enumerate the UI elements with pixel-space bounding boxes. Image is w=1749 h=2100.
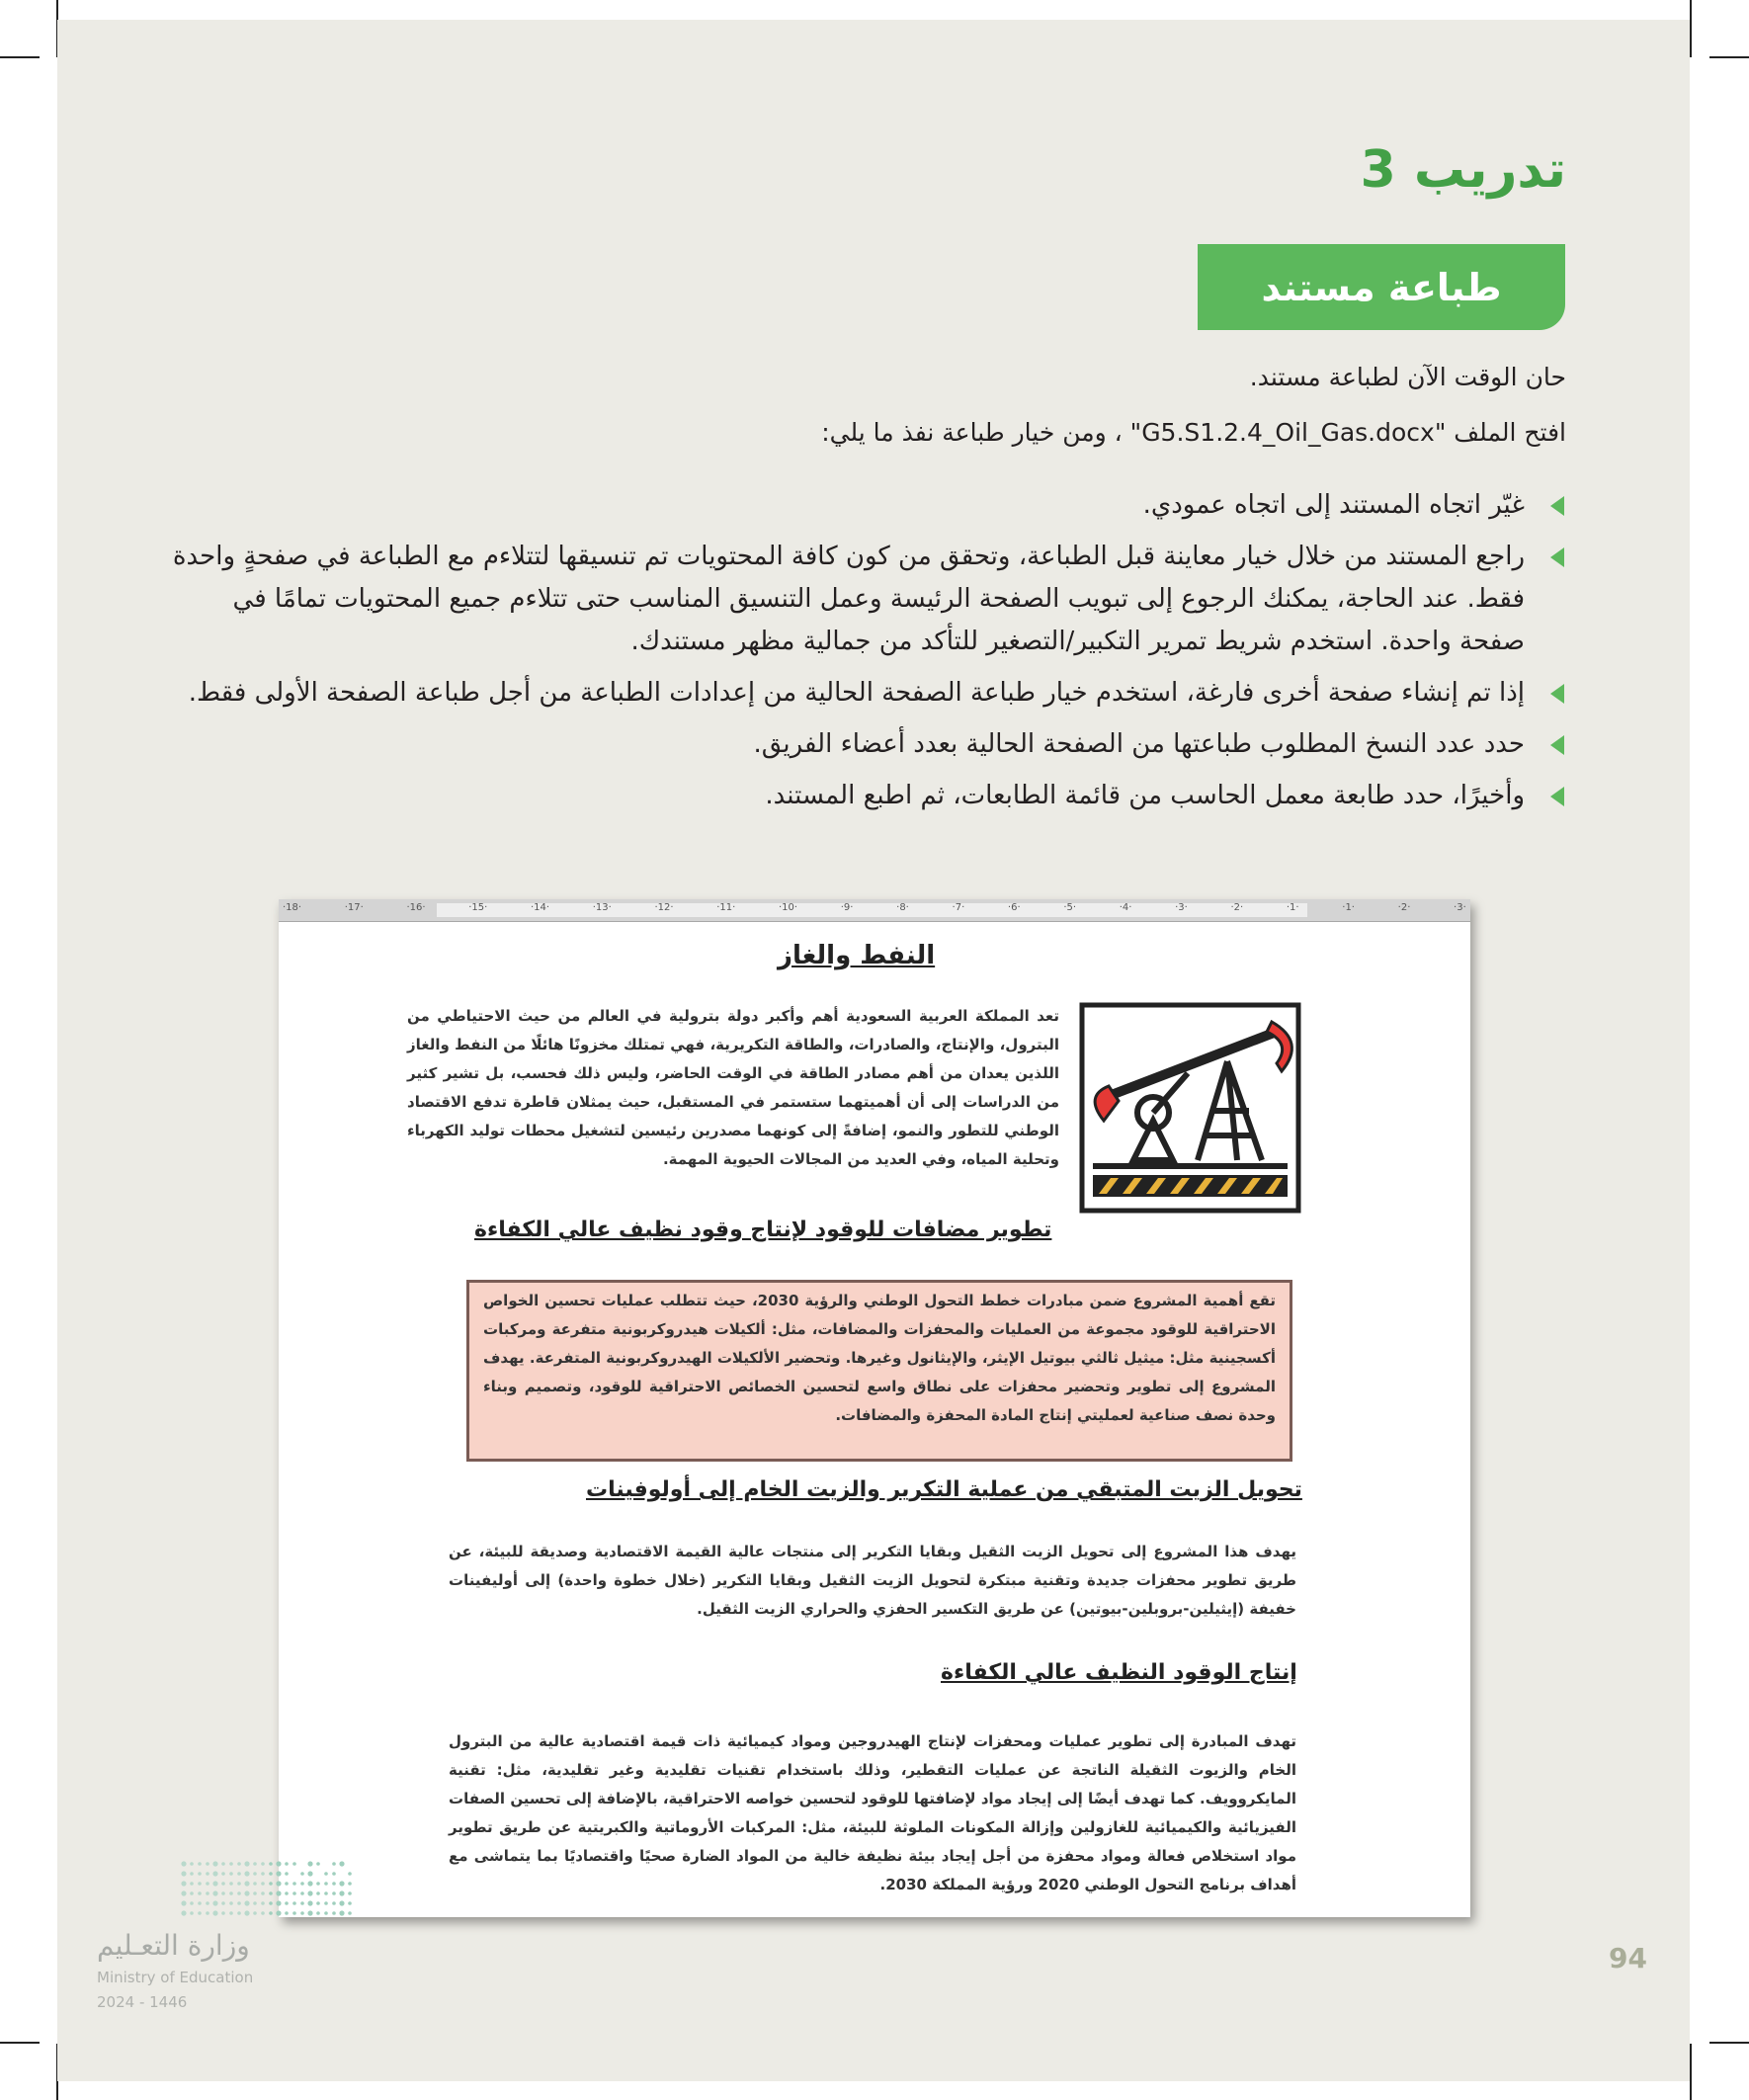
logo-dot (292, 1862, 296, 1866)
logo-dot (181, 1881, 186, 1886)
logo-dot (332, 1872, 336, 1876)
logo-dot (229, 1872, 233, 1876)
ruler-tick-label: ·14· (531, 902, 550, 913)
logo-dot (339, 1910, 344, 1915)
logo-dot (307, 1890, 312, 1895)
logo-dot (348, 1891, 352, 1895)
doc-highlight-box: تقع أهمية المشروع ضمن مبادرات خطط التحول الوطني والرؤية 2030، حيث تتطلب عمليات تحسين الخواص الاحتراقية للوقود مجموعة من العمليات والمحفزات والمضافات، مثل: ألكيلات هيدروكربونية متفرعة ومركبات أكسجينية مثل: ميثيل ثالثي بيوتيل الإيثر، والإيثانول وغيرها. وتحضير الألكيلات الهيدروكربونية المتفرعة. يهدف المشروع إلى تطوير وتحضير محفزات على نطاق واسع لتحسين الخصائص الاحتراقية للوقود، وتصميم وبناء وحدة نصف صناعية لعمليتي إنتاج المادة المحفزة والمضافات. (466, 1280, 1292, 1462)
ruler-scale (283, 902, 1466, 913)
logo-dot (261, 1891, 265, 1895)
step-text: راجع المستند من خلال خيار معاينة قبل الطباعة، وتحقق من كون كافة المحتويات تم تنسيقها لتتلاءم مع الطباعة في صفحةٍ واحدة فقط. عند الحاجة، يمكنك الرجوع إلى تبويب الصفحة الرئيسة وعمل التنسيق المناسب حتى تتلاءم جميع المحتويات تمامًا في صفحة واحدة. استخدم شريط تمرير التكبير/التصغير للتأكد من جمالية مظهر مستندك. (172, 542, 1525, 656)
logo-dot (339, 1900, 344, 1905)
logo-dot (181, 1890, 186, 1895)
logo-dot (206, 1872, 209, 1876)
logo-dot (190, 1911, 194, 1915)
logo-dot (237, 1862, 241, 1866)
logo-dot (237, 1891, 241, 1895)
logo-dot (237, 1911, 241, 1915)
ruler-tick-label: ·1· (1286, 902, 1299, 913)
ruler-tick-label: ·6· (1007, 902, 1021, 913)
logo-dot (206, 1901, 209, 1905)
logo-dot (269, 1882, 273, 1886)
crop-mark (1709, 56, 1749, 58)
logo-dot (276, 1900, 281, 1905)
logo-dot (212, 1861, 217, 1866)
logo-dot (253, 1872, 257, 1876)
logo-dot (229, 1901, 233, 1905)
logo-dot (300, 1901, 304, 1905)
logo-dot (324, 1901, 328, 1905)
logo-dot (244, 1910, 249, 1915)
logo-dot (292, 1882, 296, 1886)
logo-dot (198, 1891, 202, 1895)
logo-dot (244, 1890, 249, 1895)
logo-dot (244, 1871, 249, 1876)
ruler-tick-label: ·17· (344, 902, 364, 913)
logo-dot (285, 1901, 289, 1905)
page-number: 94 (1609, 1942, 1647, 1974)
step-item (163, 775, 1566, 817)
logo-dot (198, 1882, 202, 1886)
logo-dot (253, 1891, 257, 1895)
logo-dot (244, 1900, 249, 1905)
logo-dot (237, 1872, 241, 1876)
logo-dot (244, 1861, 249, 1866)
logo-dot (181, 1900, 186, 1905)
logo-dot (348, 1901, 352, 1905)
ruler-tick-label: ·3· (1454, 902, 1466, 913)
ruler-tick-label: ·13· (592, 902, 612, 913)
logo-dot (206, 1891, 209, 1895)
logo-dot (307, 1910, 312, 1915)
ruler-tick-label: ·18· (283, 902, 302, 913)
logo-dot (190, 1891, 194, 1895)
logo-dot (198, 1872, 202, 1876)
ruler-tick-label: ·12· (654, 902, 674, 913)
logo-dot (276, 1871, 281, 1876)
logo-dot (332, 1901, 336, 1905)
logo-dot (212, 1900, 217, 1905)
logo-dot (221, 1872, 225, 1876)
logo-dot (285, 1872, 289, 1876)
logo-dot (332, 1911, 336, 1915)
logo-dot (261, 1882, 265, 1886)
section-tag-label: طباعة مستند (1261, 265, 1502, 309)
doc-heading-clean-fuel: إنتاج الوقود النظيف عالي الكفاءة (941, 1660, 1297, 1685)
ministry-name-en: Ministry of Education (97, 1969, 254, 1986)
ruler-tick-label: ·16· (406, 902, 426, 913)
logo-dot (292, 1891, 296, 1895)
logo-dot (348, 1872, 352, 1876)
logo-dot (316, 1862, 320, 1866)
logo-dot (300, 1911, 304, 1915)
ministry-name-ar: وزارة التعـليم (97, 1929, 250, 1962)
logo-dot (276, 1881, 281, 1886)
ruler-tick-label: ·11· (716, 902, 736, 913)
logo-dot (181, 1871, 186, 1876)
logo-dot (324, 1882, 328, 1886)
logo-dot (237, 1901, 241, 1905)
logo-dot (300, 1882, 304, 1886)
logo-dot (221, 1882, 225, 1886)
intro-line-1: حان الوقت الآن لطباعة مستند. (1249, 363, 1566, 391)
doc-heading-fuel-additives: تطوير مضافات للوقود لإنتاج وقود نظيف عالي الكفاءة (474, 1218, 1052, 1242)
logo-dot (229, 1882, 233, 1886)
logo-dot (276, 1861, 281, 1866)
logo-dot (307, 1871, 312, 1876)
ruler-tick-label: ·1· (1342, 902, 1355, 913)
intro-line-2: افتح الملف "G5.S1.2.4_Oil_Gas.docx" ، ومن خيار طباعة نفذ ما يلي: (821, 418, 1566, 447)
logo-dot (229, 1862, 233, 1866)
step-item (163, 672, 1566, 714)
logo-dot (332, 1882, 336, 1886)
logo-dot (253, 1911, 257, 1915)
oil-pump-icon (1079, 1002, 1301, 1214)
bullet-arrow-icon (1546, 682, 1566, 706)
logo-dot (339, 1881, 344, 1886)
logo-dot (212, 1871, 217, 1876)
step-item (163, 484, 1566, 527)
crop-mark (0, 56, 40, 58)
bullet-arrow-icon (1546, 733, 1566, 757)
doc-paragraph-oil-gas: تعد المملكة العربية السعودية أهم وأكبر دولة بترولية في العالم من حيث الاحتياطي من البترول، والإنتاج، والصادرات، والطاقة التكريرية، فهي تمتلك مخزونًا هائلًا من النفط والغاز اللذين يعدان من أهم مصادر الطاقة في الوقت الحاضر، وليس ذلك فحسب، بل تشير كثير من الدراسات إلى أن أهميتهما ستستمر في المستقبل، حيث يمثلان قاطرة تدفع الاقتصاد الوطني للتطور والنمو، إضافةً إلى كونهما مصدرين رئيسين لتشغيل محطات توليد الكهرباء وتحلية المياه، وفي العديد من المجالات الحيوية المهمة. (407, 1007, 1059, 1168)
logo-dot (307, 1900, 312, 1905)
logo-dot (269, 1862, 273, 1866)
logo-dot (261, 1862, 265, 1866)
doc-paragraph-olefins: يهدف هذا المشروع إلى تحويل الزيت الثقيل وبقايا التكرير إلى منتجات عالية القيمة الاقتصادية وصديقة للبيئة، عن طريق تطوير محفزات جديدة وتقنية مبتكرة لتحويل الزيت الثقيل وبقايا التكرير (خلال خطوة واحدة) إلى أوليفينات خفيفة (إيثيلين-بروبلين-بيوتين) عن طريق التكسير الحفزي والحراري الزيت الثقيل. (449, 1543, 1296, 1618)
logo-dot (285, 1882, 289, 1886)
logo-dot (285, 1911, 289, 1915)
logo-dot (198, 1911, 202, 1915)
doc-heading-oil-gas: النفط والغاز (778, 941, 936, 970)
logo-dot (307, 1861, 312, 1866)
logo-dot (276, 1910, 281, 1915)
logo-dot (190, 1862, 194, 1866)
logo-dot (190, 1901, 194, 1905)
ruler-tick-label: ·7· (952, 902, 965, 913)
ruler-tick-label: ·15· (468, 902, 488, 913)
ruler-tick-label: ·8· (896, 902, 909, 913)
logo-dot (269, 1911, 273, 1915)
ruler[interactable] (279, 899, 1470, 922)
logo-dot (206, 1862, 209, 1866)
step-text: إذا تم إنشاء صفحة أخرى فارغة، استخدم خيار طباعة الصفحة الحالية من إعدادات الطباعة من أجل طباعة الصفحة الأولى فقط. (188, 678, 1525, 708)
logo-dot (190, 1872, 194, 1876)
logo-dot (316, 1901, 320, 1905)
step-text: حدد عدد النسخ المطلوب طباعتها من الصفحة الحالية بعدد أعضاء الفريق. (753, 729, 1525, 759)
logo-dot (198, 1901, 202, 1905)
logo-dot (339, 1861, 344, 1866)
logo-dot (292, 1911, 296, 1915)
bullet-arrow-icon (1546, 494, 1566, 518)
logo-dot (237, 1882, 241, 1886)
section-tag (1198, 244, 1565, 330)
logo-dot (206, 1882, 209, 1886)
crop-mark (1709, 2042, 1749, 2044)
logo-dot (300, 1872, 304, 1876)
logo-dot (198, 1862, 202, 1866)
logo-dot (307, 1881, 312, 1886)
logo-dot (261, 1872, 265, 1876)
logo-dot (285, 1891, 289, 1895)
logo-dot (244, 1881, 249, 1886)
logo-dot (339, 1890, 344, 1895)
doc-paragraph-clean-fuel: تهدف المبادرة إلى تطوير عمليات ومحفزات لإنتاج الهيدروجين ومواد كيميائية ذات قيمة اقتصادية عالية من البترول الخام والزيوت الثقيلة الناتجة عن عمليات التقطير، وذلك باستخدام تقنيات تقليدية وغير تقليدية، مثل: تقنية المايكروويف. كما تهدف أيضًا إلى إيجاد مواد لإضافتها للوقود لتحسين خواصه الاحتراقية، بالإضافة إلى تحسين الصفات الفيزيائية والكيميائية للغازولين وإزالة المكونات الملوثة للبيئة، مثل: المركبات الأروماتية والكبريتية عن طريق تطوير مواد استخلاص فعالة ومواد محفزة من أجل إيجاد بيئة نظيفة خالية من المواد الضارة صحيًا واقتصاديًا بما يتماشى مع أهداف برنامج التحول الوطني 2020 ورؤية المملكة 2030. (449, 1732, 1296, 1893)
ruler-tick-label: ·2· (1397, 902, 1411, 913)
logo-dot (229, 1891, 233, 1895)
logo-dot (190, 1882, 194, 1886)
ruler-tick-label: ·3· (1175, 902, 1188, 913)
ministry-logo-icon (178, 1858, 352, 1919)
bullet-arrow-icon (1546, 785, 1566, 808)
logo-dot (181, 1910, 186, 1915)
logo-dot (212, 1910, 217, 1915)
logo-dot (253, 1882, 257, 1886)
ruler-tick-label: ·10· (779, 902, 798, 913)
logo-dot (206, 1911, 209, 1915)
steps-list (163, 484, 1566, 826)
logo-dot (348, 1882, 352, 1886)
logo-dot (261, 1901, 265, 1905)
crop-mark (0, 2042, 40, 2044)
logo-dot (316, 1911, 320, 1915)
crop-mark (1690, 2044, 1692, 2100)
step-text: وأخيرًا، حدد طابعة معمل الحاسب من قائمة الطابعات، ثم اطبع المستند. (765, 781, 1525, 810)
logo-dot (269, 1872, 273, 1876)
logo-dot (181, 1861, 186, 1866)
logo-dot (221, 1862, 225, 1866)
doc-heading-olefins: تحويل الزيت المتبقي من عملية التكرير والزيت الخام إلى أولوفينات (586, 1477, 1302, 1502)
logo-dot (221, 1911, 225, 1915)
logo-dot (261, 1911, 265, 1915)
logo-dot (324, 1911, 328, 1915)
ruler-tick-label: ·5· (1063, 902, 1077, 913)
logo-dot (229, 1911, 233, 1915)
logo-dot (332, 1862, 336, 1866)
ruler-tick-label: ·2· (1230, 902, 1244, 913)
ruler-tick-label: ·9· (840, 902, 854, 913)
exercise-title: تدريب 3 (1360, 140, 1566, 200)
logo-dot (324, 1891, 328, 1895)
logo-dot (269, 1891, 273, 1895)
step-text: غيّر اتجاه المستند إلى اتجاه عمودي. (1142, 490, 1525, 520)
logo-dot (269, 1901, 273, 1905)
ruler-tick-label: ·4· (1119, 902, 1132, 913)
step-item (163, 723, 1566, 766)
logo-dot (300, 1891, 304, 1895)
step-item (163, 536, 1566, 663)
crop-mark (1690, 0, 1692, 57)
logo-dot (348, 1911, 352, 1915)
logo-dot (276, 1890, 281, 1895)
logo-dot (253, 1862, 257, 1866)
logo-dot (221, 1901, 225, 1905)
logo-dot (253, 1901, 257, 1905)
logo-dot (316, 1891, 320, 1895)
bullet-arrow-icon (1546, 546, 1566, 569)
logo-dot (332, 1891, 336, 1895)
logo-dot (221, 1891, 225, 1895)
logo-dot (212, 1890, 217, 1895)
edition-year: 2024 - 1446 (97, 1993, 188, 2011)
document-preview (279, 899, 1470, 1917)
logo-dot (285, 1862, 289, 1866)
logo-dot (316, 1882, 320, 1886)
logo-dot (212, 1881, 217, 1886)
logo-dot (292, 1901, 296, 1905)
logo-dot (324, 1872, 328, 1876)
